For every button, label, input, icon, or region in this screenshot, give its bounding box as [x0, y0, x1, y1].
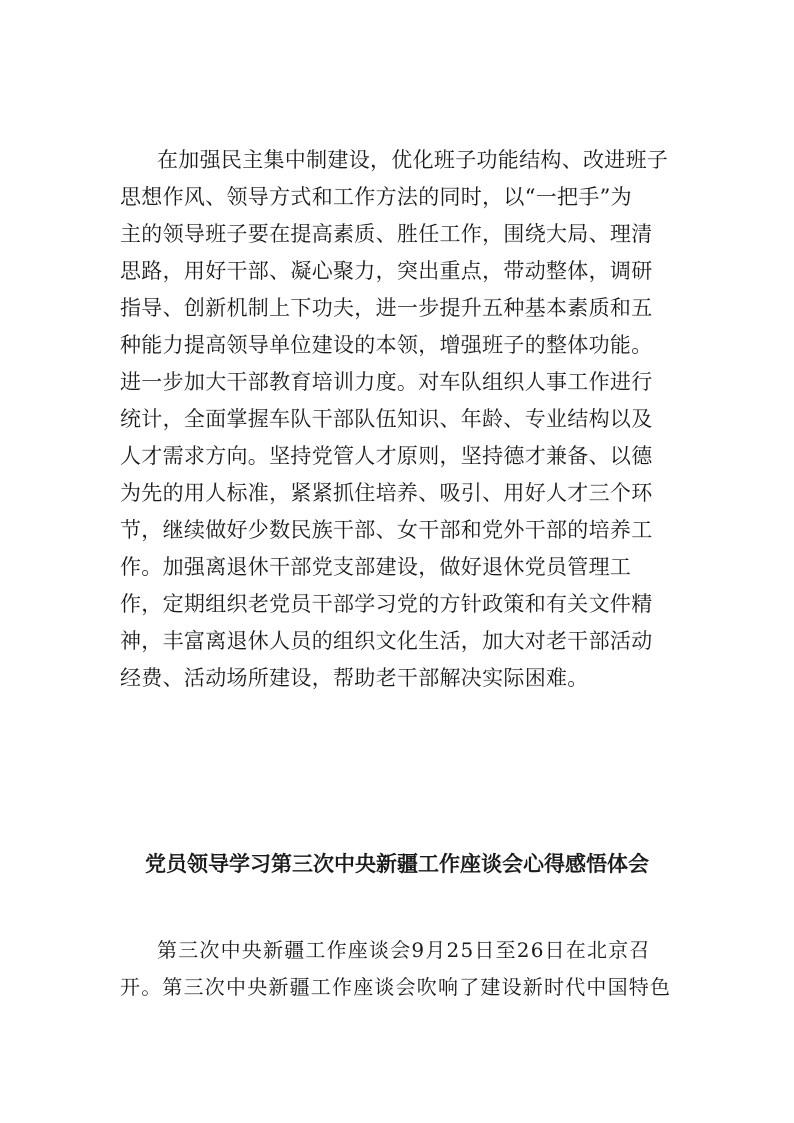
- paragraph1-line-8: 统计，全面掌握车队干部队伍知识、年龄、专业结构以及: [120, 407, 653, 431]
- paragraph2-line-1: 第三次中央新疆工作座谈会9月25日至26日在北京召: [157, 938, 651, 962]
- paragraph1-line-9: 人才需求方向。坚持党管人才原则，坚持德才兼备、以德: [120, 444, 653, 468]
- paragraph1-line-15: 经费、活动场所建设，帮助老干部解决实际困难。: [120, 666, 589, 690]
- paragraph1-line-12: 作。加强离退休干部党支部建设，做好退休党员管理工: [120, 555, 632, 579]
- section-title: 党员领导学习第三次中央新疆工作座谈会心得感悟体会: [145, 851, 649, 876]
- paragraph1-line-11: 节，继续做好少数民族干部、女干部和党外干部的培养工: [120, 518, 653, 542]
- paragraph1-line-1: 在加强民主集中制建设，优化班子功能结构、改进班子: [157, 148, 669, 172]
- paragraph1-line-14: 神，丰富离退休人员的组织文化生活，加大对老干部活动: [120, 629, 653, 653]
- paragraph2-line-2: 开。第三次中央新疆工作座谈会吹响了建设新时代中国特色: [120, 975, 672, 999]
- paragraph1-line-4: 思路，用好干部、凝心聚力，突出重点，带动整体，调研: [120, 259, 653, 283]
- paragraph1-line-5: 指导、创新机制上下功夫，进一步提升五种基本素质和五: [120, 296, 653, 320]
- paragraph1-line-6: 种能力提高领导单位建设的本领，增强班子的整体功能。: [120, 333, 653, 357]
- paragraph1-line-7: 进一步加大干部教育培训力度。对车队组织人事工作进行: [120, 370, 653, 394]
- paragraph1-line-2: 思想作风、领导方式和工作方法的同时，以“一把手”为: [120, 185, 632, 209]
- paragraph1-line-10: 为先的用人标准，紧紧抓住培养、吸引、用好人才三个环: [120, 481, 653, 505]
- paragraph1-line-13: 作，定期组织老党员干部学习党的方针政策和有关文件精: [120, 592, 653, 616]
- paragraph1-line-3: 主的领导班子要在提高素质、胜任工作，围绕大局、理清: [120, 222, 653, 246]
